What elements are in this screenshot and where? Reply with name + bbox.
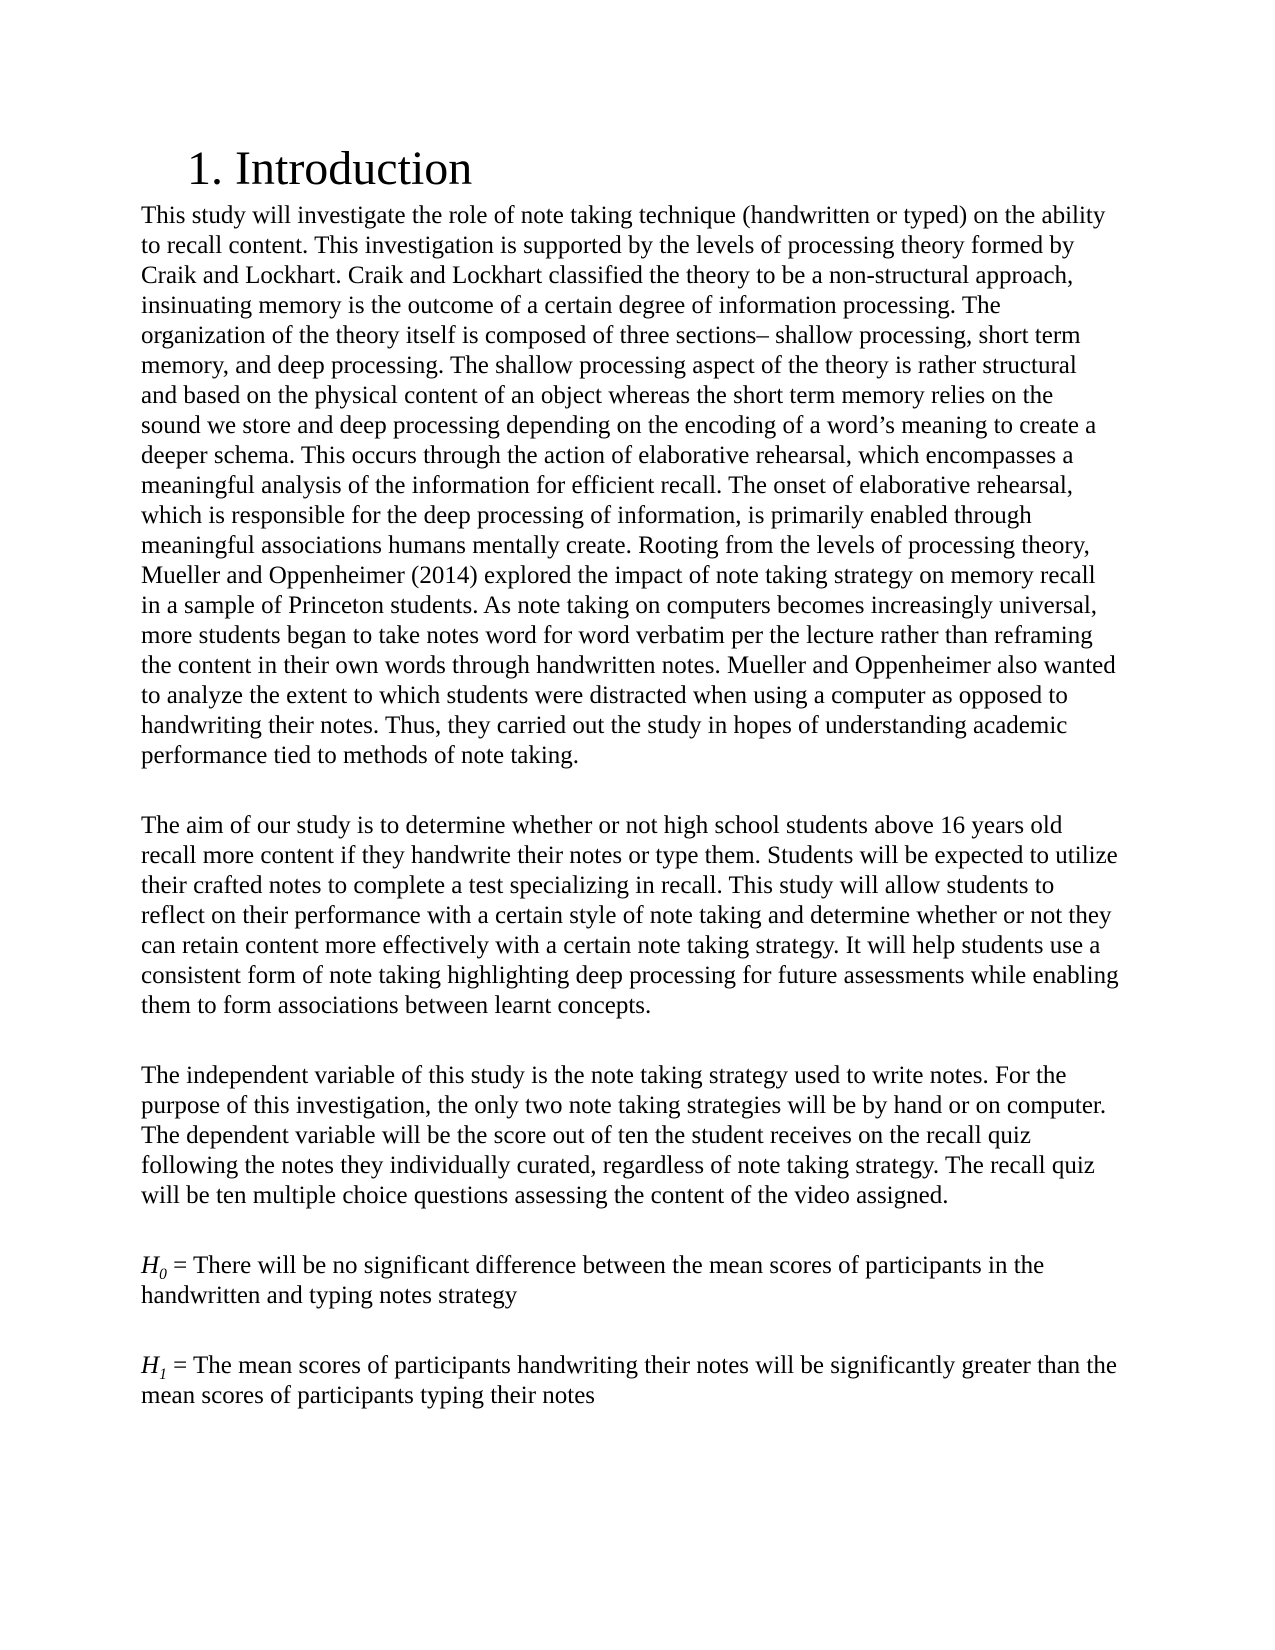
hypothesis-letter: H — [141, 1252, 160, 1279]
aim-paragraph: The aim of our study is to determine whether or not high school students above 16 years old recall more content if they handwrite their notes or type them. Students will be expected to utilize their crafted notes to complete a test specializing in recall. This study will allow students to reflect on their performance with a certain style of note taking and determine whether or not they can retain content more effectively with a certain note taking strategy. It will help students use a consistent form of note taking highlighting deep processing for future assessments while enabling them to form associations between learnt concepts. — [141, 812, 1119, 1019]
null-hypothesis-text: = There will be no significant difference between the mean scores of participants in the handwritten and typing notes strategy — [141, 1252, 1045, 1309]
null-hypothesis-symbol — [141, 1252, 167, 1283]
intro-paragraph: This study will investigate the role of note taking technique (handwritten or typed) on the ability to recall content. This investigation is supported by the levels of processing theory formed by Craik and Lockhart. Craik and Lockhart classified the theory to be a non-structural approach, insinuating memory is the outcome of a certain degree of information processing. The organization of the theory itself is composed of three sections– shallow processing, short term memory, and deep processing. The shallow processing aspect of the theory is rather structural and based on the physical content of an object whereas the short term memory relies on the sound we store and deep processing depending on the encoding of a word’s meaning to create a deeper schema. This occurs through the action of elaborative rehearsal, which encompasses a meaningful analysis of the information for efficient recall. The onset of elaborative rehearsal, which is responsible for the deep processing of information, is primarily enabled through meaningful associations humans mentally create. Rooting from the levels of processing theory, Mueller and Oppenheimer (2014) explored the impact of note taking strategy on memory recall in a sample of Princeton students. As note taking on computers becomes increasingly universal, more students began to take notes word for word verbatim per the lecture rather than reframing the content in their own words through handwritten notes. Mueller and Oppenheimer also wanted to analyze the extent to which students were distracted when using a computer as opposed to handwriting their notes. Thus, they carried out the study in hopes of understanding academic performance tied to methods of note taking. — [141, 202, 1116, 769]
section-heading: 1. Introduction — [187, 142, 473, 195]
hypothesis-subscript: 1 — [159, 1366, 167, 1383]
hypothesis-subscript: 0 — [159, 1266, 167, 1283]
null-hypothesis-paragraph — [141, 1251, 1119, 1311]
text-column — [141, 143, 1119, 1411]
alternative-hypothesis-symbol — [141, 1352, 167, 1383]
alternative-hypothesis-text: = The mean scores of participants handwriting their notes will be significantly greater than the mean scores of participants typing their notes — [141, 1352, 1117, 1409]
hypothesis-letter: H — [141, 1352, 160, 1379]
variables-paragraph: The independent variable of this study is the note taking strategy used to write notes. For the purpose of this investigation, the only two note taking strategies will be by hand or on computer. The dependent variable will be the score out of ten the student receives on the recall quiz following the notes they individually curated, regardless of note taking strategy. The recall quiz will be ten multiple choice questions assessing the content of the video assigned. — [141, 1062, 1107, 1209]
alternative-hypothesis-paragraph — [141, 1351, 1119, 1411]
